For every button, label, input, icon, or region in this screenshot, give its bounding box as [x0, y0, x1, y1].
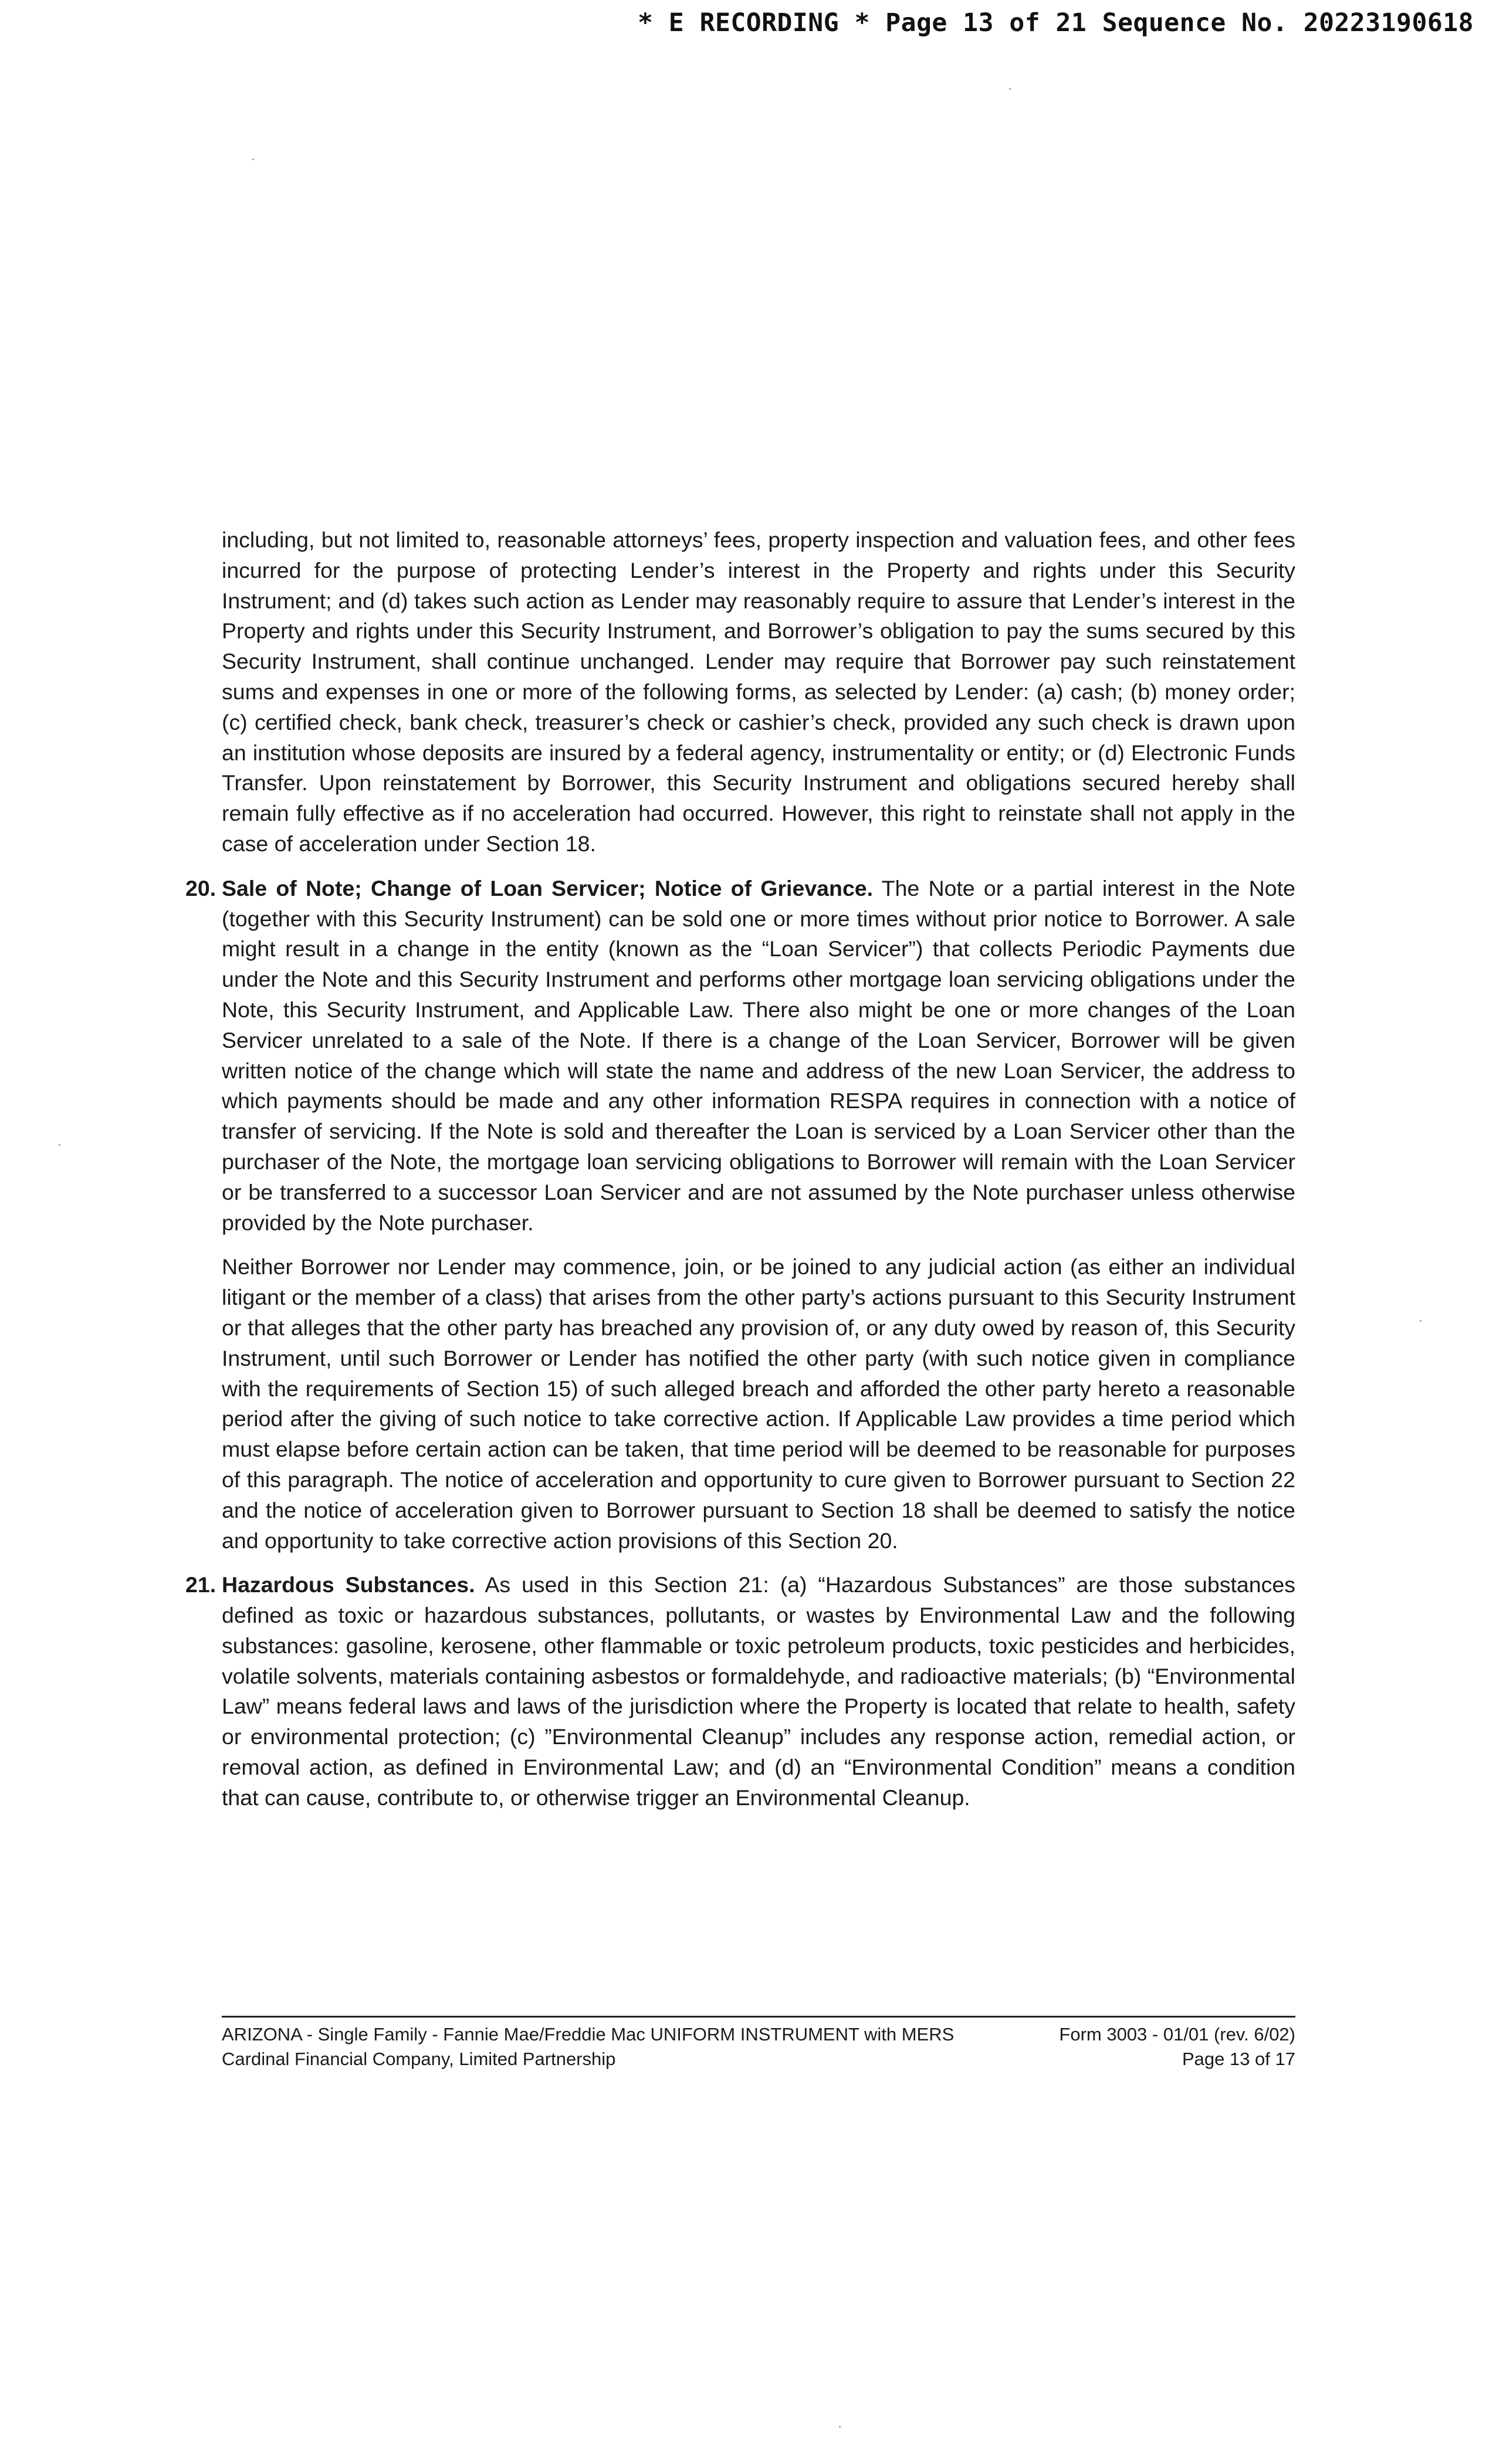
- section-20-paragraph: [222, 874, 1295, 1238]
- section-21-number: 21.: [185, 1572, 216, 1597]
- scan-speck: [1420, 1320, 1421, 1322]
- footer-lender-name: Cardinal Financial Company, Limited Partnership: [222, 2049, 616, 2069]
- footer-form-number: Form 3003 - 01/01 (rev. 6/02): [1059, 2024, 1295, 2045]
- section-20-number: 20.: [185, 875, 216, 901]
- section-21-title: Hazardous Substances.: [222, 1572, 475, 1597]
- footer-row-1: [222, 2022, 1295, 2047]
- scan-speck: [1009, 88, 1011, 90]
- scan-speck: [59, 1144, 60, 1146]
- section-20-text: The Note or a partial interest in the Note (together with this Security Instrument) can be sold one or more times without prior notice to Borrower. A sale might result in a change in the entity (known as the “Loan Servicer”) that collects Periodic Payments due under the Note and this Security Instrument and performs other mortgage loan servicing obligations under the Note, this Security Instrument, and Applicable Law. There also might be one or more changes of the Loan Servicer unrelated to a sale of the Note. If there is a change of the Loan Servicer, Borrower will be given written notice of the change which will state the name and address of the new Loan Servicer, the address to which payments should be made and any other information RESPA requires in connection with a notice of transfer of servicing. If the Note is sold and thereafter the Loan is serviced by a Loan Servicer other than the purchaser of the Note, the mortgage loan servicing obligations to Borrower will remain with the Loan Servicer or be transferred to a successor Loan Servicer and are not assumed by the Note purchaser unless otherwise provided by the Note purchaser.: [222, 875, 1295, 1235]
- section-20-paragraph-2: Neither Borrower nor Lender may commence, join, or be joined to any judicial action (as either an individual litigant or the member of a class) that arises from the other party’s actions pursuant to this Security Instrument or that alleges that the other party has breached any provision of, or any duty owed by reason of, this Security Instrument, until such Borrower or Lender has notified the other party (with such notice given in compliance with the requirements of Section 15) of such alleged breach and afforded the other party hereto a reasonable period after the giving of such notice to take corrective action. If Applicable Law provides a time period which must elapse before certain action can be taken, that time period will be deemed to be reasonable for purposes of this paragraph. The notice of acceleration and opportunity to cure given to Borrower pursuant to Section 22 and the notice of acceleration given to Borrower pursuant to Section 18 shall be deemed to satisfy the notice and opportunity to take corrective action provisions of this Section 20.: [222, 1254, 1295, 1553]
- page-footer: [222, 2016, 1295, 2072]
- recording-stamp: * E RECORDING * Page 13 of 21 Sequence No. 20223190618: [638, 8, 1474, 38]
- continuation-paragraph: including, but not limited to, reasonable attorneys’ fees, property inspection and valuation fees, and other fees incurred for the purpose of protecting Lender’s interest in the Property and rights under this Security Instrument; and (d) takes such action as Lender may reasonably require to assure that Lender’s interest in the Property and rights under this Security Instrument, and Borrower’s obligation to pay the sums secured by this Security Instrument, shall continue unchanged. Lender may require that Borrower pay such reinstatement sums and expenses in one or more of the following forms, as selected by Lender: (a) cash; (b) money order; (c) certified check, bank check, treasurer’s check or cashier’s check, provided any such check is drawn upon an institution whose deposits are insured by a federal agency, instrumentality or entity; or (d) Electronic Funds Transfer. Upon reinstatement by Borrower, this Security Instrument and obligations secured hereby shall remain fully effective as if no acceleration had occurred. However, this right to reinstate shall not apply in the case of acceleration under Section 18.: [222, 527, 1295, 856]
- section-21: [185, 1570, 1295, 1813]
- footer-page-number: Page 13 of 17: [1182, 2049, 1295, 2069]
- section-20: [185, 874, 1295, 1556]
- footer-form-description: ARIZONA - Single Family - Fannie Mae/Freddie Mac UNIFORM INSTRUMENT with MERS: [222, 2024, 955, 2045]
- section-20-title: Sale of Note; Change of Loan Servicer; Notice of Grievance.: [222, 875, 874, 901]
- section-21-paragraph: [222, 1570, 1295, 1813]
- scan-speck: [839, 2426, 841, 2428]
- scan-speck: [252, 158, 254, 160]
- footer-row-2: [222, 2047, 1295, 2072]
- document-body: [185, 525, 1295, 1813]
- section-21-text: As used in this Section 21: (a) “Hazardous Substances” are those substances defined as toxic or hazardous substances, pollutants, or wastes by Environmental Law and the following substances: gasoline, kerosene, other flammable or toxic petroleum products, toxic pesticides and herbicides, volatile solvents, materials containing asbestos or formaldehyde, and radioactive materials; (b) “Environmental Law” means federal laws and laws of the jurisdiction where the Property is located that relate to health, safety or environmental protection; (c) ”Environmental Cleanup” includes any response action, remedial action, or removal action, as defined in Environmental Law; and (d) an “Environmental Condition” means a condition that can cause, contribute to, or otherwise trigger an Environmental Cleanup.: [222, 1572, 1295, 1810]
